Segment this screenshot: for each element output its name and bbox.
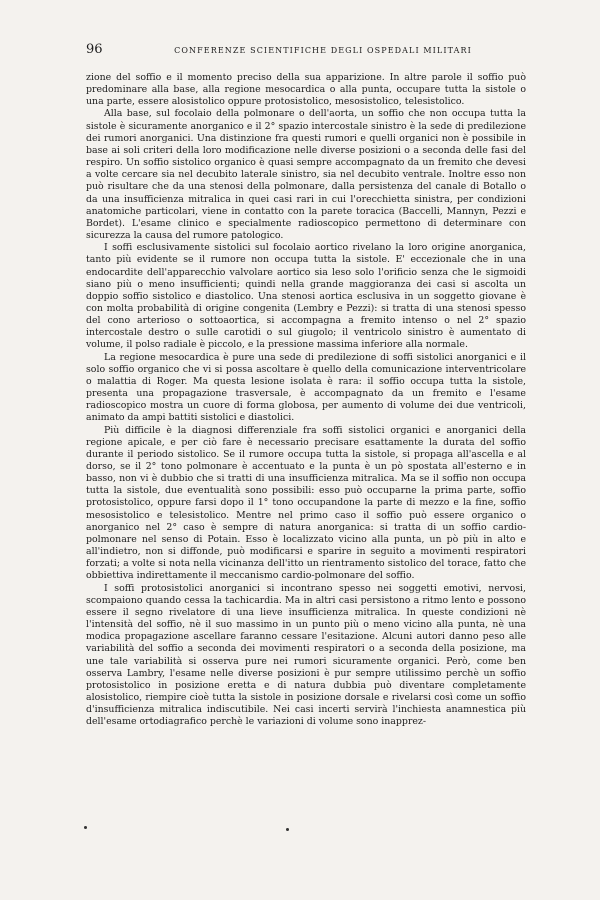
scan-speck xyxy=(286,828,289,831)
page-number: 96 xyxy=(86,42,103,57)
body-text xyxy=(86,72,526,728)
page-header xyxy=(86,42,526,57)
scan-speck xyxy=(84,826,87,829)
paragraph-3: I soffi esclusivamente sistolici sul focolaio aortico rivelano la loro origine anorganica, tanto più evidente se il rumore non occupa tutta la sistole. E' eccezionale che in una endocardite dell'apparecchio valvolare aortico sia leso solo l'orificio senza che le sigmoidi siano più o meno insufficienti; quindi nella grande maggioranza dei casi si ascolta un doppio soffio sistolico e diastolico. Una stenosi aortica esclusiva in un soggetto giovane è con molta probabilità di origine congenita (Lembry e Pezzi): si tratta di una stenosi spesso del cono arterioso o sottoaortica, si accompagna a fremito intenso o nel 2° spazio intercostale destro o sulle carotidi o sul giugolo; il ventricolo sinistro è aumentato di volume, il polso radiale è piccolo, e la pressione massima inferiore alla normale. xyxy=(86,242,526,351)
paragraph-6: I soffi protosistolici anorganici si incontrano spesso nei soggetti emotivi, nervosi, scompaiono quando cessa la tachicardia. Ma in altri casi persistono a ritmo lento e possono essere il segno rivelatore di una lieve insufficienza mitralica. In queste condizioni nè l'intensità del soffio, nè il suo massimo in un punto più o meno vicino alla punta, nè una modica propagazione ascellare faranno cessare l'esitazione. Alcuni autori danno peso alle variabilità del soffio a seconda dei movimenti respiratori o a seconda della posizione, ma une tale variabilità si osserva pure nei rumori sicuramente organici. Però, come ben osserva Lambry, l'esame nelle diverse posizioni è pur sempre utilissimo perchè un soffio protosistolico in posizione eretta e di natura dubbia può diventare completamente alosistolico, riempire cioè tutta la sistole in posizione dorsale e rivelarsi così come un soffio d'insufficienza mitralica indiscutibile. Nei casi incerti servirà l'inchiesta anamnestica più dell'esame ortodiagrafico perchè le variazioni di volume sono inapprez- xyxy=(86,582,526,728)
paragraph-2: Alla base, sul focolaio della polmonare o dell'aorta, un soffio che non occupa tutta la sistole è sicuramente anorganico e il 2° spazio intercostale sinistro è la sede di predilezione dei rumori anorganici. Una distinzione fra questi rumori e quelli organici non è possibile in base ai soli criteri della loro modificazione nelle diverse posizioni o a seconda delle fasi del respiro. Un soffio sistolico organico è quasi sempre accompagnato da un fremito che devesi a volte cercare sia nel decubito laterale sinistro, sia nel decubito ventrale. Inoltre esso non può risultare che da una stenosi della polmonare, dalla persistenza del canale di Botallo o da una insufficienza mitralica in quei casi rari in cui l'orecchietta sinistra, per condizioni anatomiche particolari, viene in contatto con la parete toracica (Baccelli, Mannyn, Pezzi e Bordet). L'esame clinico e specialmente radioscopico permettono di determinare con sicurezza la causa del rumore patologico. xyxy=(86,108,526,242)
running-title: CONFERENZE SCIENTIFICHE DEGLI OSPEDALI MILITARI xyxy=(174,46,472,55)
paragraph-4: La regione mesocardica è pure una sede di predilezione di soffi sistolici anorganici e il solo soffio organico che vi si possa ascoltare è quello della comunicazione interventricolare o malattia di Roger. Ma questa lesione isolata è rara: il soffio occupa tutta la sistole, presenta una propagazione trasversale, è accompagnato da un fremito e l'esame radioscopico mostra un cuore di forma globosa, per aumento di volume dei due ventricoli, animato da ampi battiti sistolici e diastolici. xyxy=(86,351,526,424)
paragraph-1: zione del soffio e il momento preciso della sua apparizione. In altre parole il soffio può predominare alla base, alla regione mesocardica o alla punta, occupare tutta la sistole o una parte, essere alosistolico oppure protosistolico, mesosistolico, telesistolico. xyxy=(86,72,526,108)
paragraph-5: Più difficile è la diagnosi differenziale fra soffi sistolici organici e anorganici della regione apicale, e per ciò fare è necessario precisare esattamente la durata del soffio durante il periodo sistolico. Se il rumore occupa tutta la sistole, si propaga all'ascella e al dorso, se il 2° tono polmonare è accentuato e la punta è un pò spostata all'esterno e in basso, non vi è dubbio che si tratti di una insufficienza mitralica. Ma se il soffio non occupa tutta la sistole, due eventualità sono possibili: esso può occuparne la prima parte, soffio protosistolico, oppure farsi dopo il 1° tono occupandone la parte di mezzo e la fine, soffio mesosistolico e telesistolico. Mentre nel primo caso il soffio può essere organico o anorganico nel 2° caso è sempre di natura anorganica: si tratta di un soffio cardio-polmonare nel senso di Potain. Esso è localizzato vicino alla punta, un pò più in alto e all'indietro, non si diffonde, può modificarsi e sparire in seguito a movimenti respiratori forzati; a volte si nota nella vicinanza dell'itto un rientramento sistolico del torace, fatto che obbiettiva indirettamente il meccanismo cardio-polmonare del soffio. xyxy=(86,424,526,582)
